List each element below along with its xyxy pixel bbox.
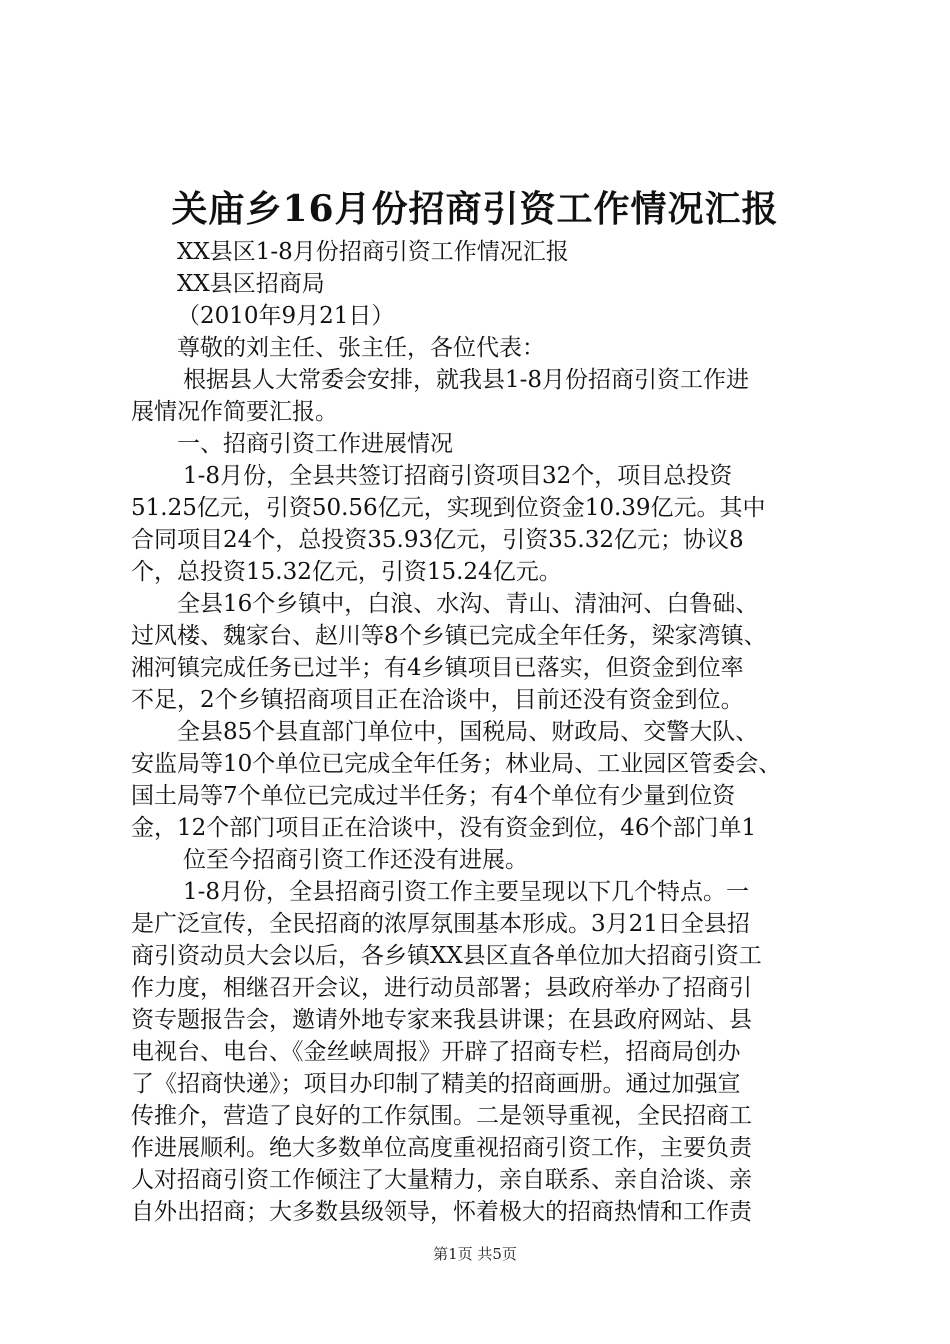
paragraph-line: 传推介，营造了良好的工作氛围。二是领导重视，全民招商工 xyxy=(131,1103,752,1129)
paragraph-line: 商引资动员大会以后，各乡镇XX县区直各单位加大招商引资工 xyxy=(131,943,762,969)
paragraph-line: 湘河镇完成任务已过半；有4乡镇项目已落实，但资金到位率 xyxy=(131,655,744,681)
paragraph-line: 是广泛宣传，全民招商的浓厚氛围基本形成。3月21日全县招 xyxy=(131,911,750,937)
issuer-line: XX县区招商局 xyxy=(177,271,325,297)
paragraph-line: 国土局等7个单位已完成过半任务；有4个单位有少量到位资 xyxy=(131,783,736,809)
paragraph-line: 电视台、电台、《金丝峡周报》开辟了招商专栏，招商局创办 xyxy=(131,1039,741,1065)
paragraph-line: 根据县人大常委会安排，就我县1-8月份招商引资工作进 xyxy=(183,367,750,393)
paragraph-line: 51.25亿元，引资50.56亿元，实现到位资金10.39亿元。其中 xyxy=(131,495,766,521)
paragraph-line: 人对招商引资工作倾注了大量精力，亲自联系、亲自洽谈、亲 xyxy=(131,1167,752,1193)
subtitle-line: XX县区1-8月份招商引资工作情况汇报 xyxy=(177,239,569,265)
paragraph-line: 1-8月份，全县共签订招商引资项目32个，项目总投资 xyxy=(183,463,733,489)
paragraph-line: 作力度，相继召开会议，进行动员部署；县政府举办了招商引 xyxy=(131,975,752,1001)
paragraph-line: 合同项目24个，总投资35.93亿元，引资35.32亿元；协议8 xyxy=(131,527,744,553)
paragraph-line: 自外出招商；大多数县级领导，怀着极大的招商热情和工作责 xyxy=(131,1199,752,1225)
page-number-footer: 第1页 共5页 xyxy=(433,1245,517,1263)
paragraph-line: 1-8月份，全县招商引资工作主要呈现以下几个特点。一 xyxy=(183,879,750,905)
paragraph-line: 金，12个部门项目正在洽谈中，没有资金到位，46个部门单1 xyxy=(131,815,757,841)
date-line: （2010年9月21日） xyxy=(177,303,395,329)
paragraph-line: 全县16个乡镇中，白浪、水沟、青山、清油河、白鲁础、 xyxy=(177,591,759,617)
section-heading: 一、招商引资工作进展情况 xyxy=(177,431,453,457)
paragraph-line: 个，总投资15.32亿元，引资15.24亿元。 xyxy=(131,559,562,585)
paragraph-line: 展情况作简要汇报。 xyxy=(131,399,338,425)
paragraph-line: 位至今招商引资工作还没有进展。 xyxy=(183,847,528,873)
paragraph-line: 过风楼、魏家台、赵川等8个乡镇已完成全年任务，梁家湾镇、 xyxy=(131,623,767,649)
paragraph-line: 作进展顺利。绝大多数单位高度重视招商引资工作，主要负责 xyxy=(131,1135,752,1161)
paragraph-line: 全县85个县直部门单位中，国税局、财政局、交警大队、 xyxy=(177,719,759,745)
document-title: 关庙乡16月份招商引资工作情况汇报 xyxy=(171,188,779,230)
paragraph-line: 安监局等10个单位已完成全年任务；林业局、工业园区管委会、 xyxy=(131,751,782,777)
paragraph-line: 不足，2个乡镇招商项目正在洽谈中，目前还没有资金到位。 xyxy=(131,687,744,713)
salutation-line: 尊敬的刘主任、张主任，各位代表： xyxy=(177,335,545,361)
paragraph-line: 资专题报告会，邀请外地专家来我县讲课；在县政府网站、县 xyxy=(131,1007,752,1033)
paragraph-line: 了《招商快递》；项目办印制了精美的招商画册。通过加强宣 xyxy=(131,1071,741,1097)
document-body xyxy=(131,236,829,1228)
